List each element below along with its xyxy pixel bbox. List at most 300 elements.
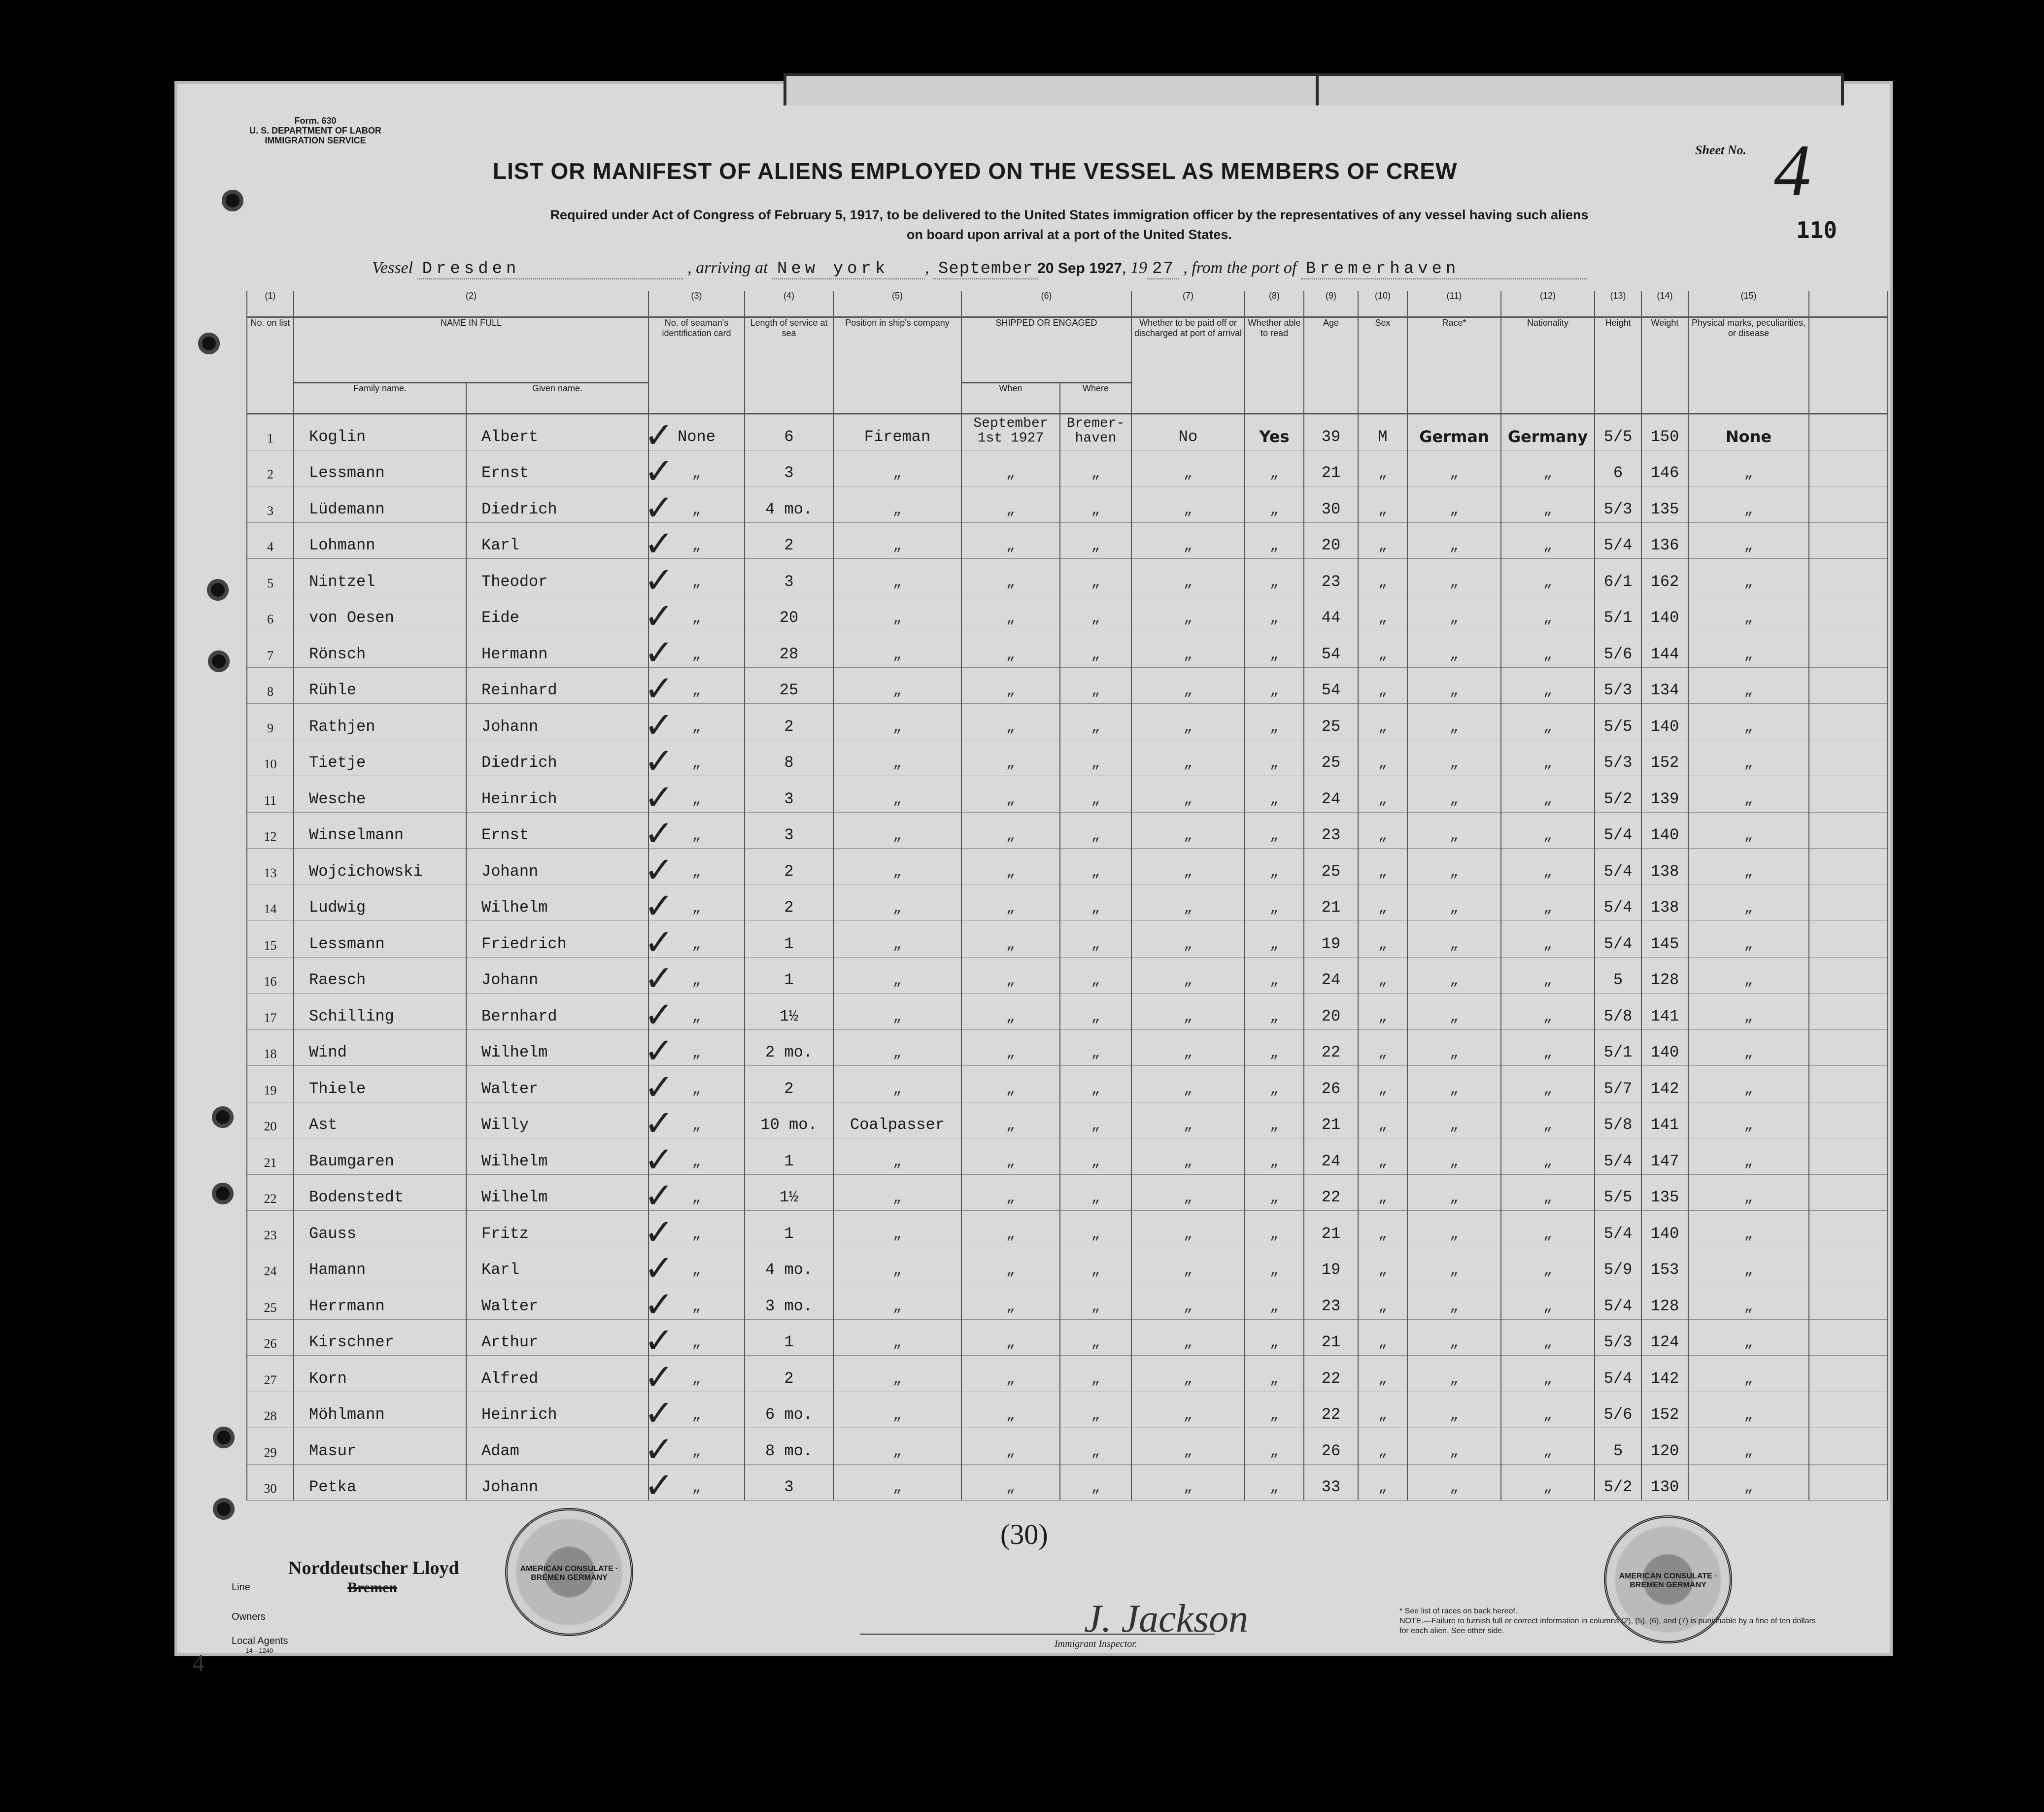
table-row	[247, 885, 1888, 921]
table-row	[247, 559, 1888, 595]
when-cell: „	[961, 667, 1060, 704]
line-city: Bremen	[347, 1579, 398, 1596]
family-cell: Gauss	[294, 1211, 466, 1247]
weight-cell: 120	[1641, 1428, 1688, 1465]
no-cell: 12	[247, 812, 294, 849]
nationality-cell: „	[1501, 595, 1595, 631]
when-cell: „	[961, 631, 1060, 668]
position-cell: „	[833, 1247, 961, 1283]
service-cell: 20	[745, 595, 833, 631]
where-cell: „	[1060, 1392, 1131, 1428]
when-cell: „	[961, 1174, 1060, 1211]
spare-cell	[1809, 704, 1888, 740]
family-cell: Rathjen	[294, 704, 466, 740]
given-cell: Arthur	[466, 1319, 648, 1356]
card-cell	[644, 559, 745, 601]
when-cell: „	[961, 957, 1060, 993]
age-cell: 21	[1304, 1211, 1358, 1247]
paid-cell: „	[1131, 1029, 1245, 1066]
checkmark-icon: ✓	[644, 450, 674, 492]
where-cell: „	[1060, 1464, 1131, 1501]
weight-cell: 138	[1641, 885, 1688, 921]
height-cell: 5/4	[1595, 1138, 1641, 1175]
family-cell: Lessmann	[294, 450, 466, 486]
arrival-port: New york	[772, 260, 925, 279]
position-cell: „	[833, 1029, 961, 1066]
checkmark-icon: ✓	[644, 1283, 674, 1325]
where-cell: „	[1060, 631, 1131, 668]
where-cell: „	[1060, 1029, 1131, 1066]
family-cell: Petka	[294, 1464, 466, 1501]
sex-cell: „	[1358, 704, 1407, 740]
card-cell	[644, 522, 745, 564]
where-cell: „	[1060, 740, 1131, 776]
cell-text: „	[692, 1370, 701, 1388]
spare-cell	[1809, 776, 1888, 813]
read-cell: Yes	[1245, 414, 1304, 450]
spare-cell	[1809, 1138, 1888, 1175]
punch-hole	[198, 333, 220, 354]
given-cell: Ernst	[466, 450, 648, 486]
header-family-name: Family name.	[294, 383, 466, 414]
paid-cell: „	[1131, 450, 1245, 486]
weight-cell: 140	[1641, 812, 1688, 849]
marks-cell: „	[1688, 812, 1809, 849]
nationality-cell: „	[1501, 559, 1595, 595]
card-cell	[644, 1138, 745, 1180]
age-cell: 20	[1304, 993, 1358, 1030]
nationality-cell: „	[1501, 1066, 1595, 1102]
table-row	[247, 1066, 1888, 1102]
crew-rows	[247, 414, 1888, 1506]
service-cell: 3 mo.	[745, 1283, 833, 1320]
where-cell: „	[1060, 1319, 1131, 1356]
table-row	[247, 1174, 1888, 1211]
given-cell: Walter	[466, 1066, 648, 1102]
table-row	[247, 1138, 1888, 1175]
where-cell: „	[1060, 1428, 1131, 1465]
marks-cell: „	[1688, 957, 1809, 993]
paid-cell: „	[1131, 1464, 1245, 1501]
checkmark-icon: ✓	[644, 885, 674, 926]
weight-cell: 130	[1641, 1464, 1688, 1501]
line-label: Line	[232, 1582, 250, 1593]
position-cell: „	[833, 1392, 961, 1428]
age-cell: 24	[1304, 776, 1358, 813]
position-cell: „	[833, 667, 961, 704]
marks-cell: „	[1688, 486, 1809, 523]
punch-hole	[222, 190, 243, 211]
height-cell: 5/5	[1595, 414, 1641, 450]
when-cell: „	[961, 849, 1060, 885]
cell-text: „	[692, 501, 701, 518]
checkmark-icon: ✓	[644, 849, 674, 890]
marks-cell: „	[1688, 450, 1809, 486]
checkmark-icon: ✓	[644, 1175, 674, 1216]
height-cell: 5/8	[1595, 1102, 1641, 1138]
cell-text: „	[692, 791, 701, 808]
nationality-cell: „	[1501, 1319, 1595, 1356]
paid-cell: „	[1131, 993, 1245, 1030]
paid-cell: „	[1131, 776, 1245, 813]
marks-cell: „	[1688, 1247, 1809, 1283]
nationality-cell: „	[1501, 921, 1595, 957]
position-cell: „	[833, 921, 961, 957]
table-row	[247, 1102, 1888, 1138]
spare-cell	[1809, 450, 1888, 486]
age-cell: 25	[1304, 704, 1358, 740]
card-cell	[644, 1174, 745, 1216]
service-cell: 6 mo.	[745, 1392, 833, 1428]
no-cell: 10	[247, 740, 294, 776]
age-cell: 24	[1304, 1138, 1358, 1175]
paid-cell: „	[1131, 1174, 1245, 1211]
checkmark-icon: ✓	[644, 1211, 674, 1253]
cell-text: „	[692, 1298, 701, 1315]
spare-cell	[1809, 849, 1888, 885]
age-cell: 44	[1304, 595, 1358, 631]
marks-cell: „	[1688, 1138, 1809, 1175]
col-num-1: (1)	[247, 291, 294, 317]
race-cell: „	[1407, 1066, 1501, 1102]
given-cell: Heinrich	[466, 1392, 648, 1428]
card-cell	[644, 450, 745, 492]
given-cell: Albert	[466, 414, 648, 450]
departure-port: Bremerhaven	[1301, 260, 1587, 279]
nationality-cell: „	[1501, 776, 1595, 813]
nationality-cell: „	[1501, 1174, 1595, 1211]
position-cell: „	[833, 486, 961, 523]
year-suffix: 27	[1147, 260, 1179, 279]
checkmark-icon: ✓	[644, 1428, 674, 1470]
card-cell	[644, 1247, 745, 1289]
marks-cell: „	[1688, 740, 1809, 776]
table-row	[247, 993, 1888, 1030]
service-cell: 28	[745, 631, 833, 668]
when-cell: „	[961, 885, 1060, 921]
no-cell: 23	[247, 1211, 294, 1247]
spare-cell	[1809, 1464, 1888, 1501]
header-sex: Sex	[1358, 317, 1407, 414]
service-cell: 2	[745, 885, 833, 921]
nationality-cell: „	[1501, 1102, 1595, 1138]
no-cell: 1	[247, 414, 294, 450]
col-num-7: (7)	[1131, 291, 1245, 317]
cell-text: „	[692, 1407, 701, 1424]
table-row	[247, 957, 1888, 993]
nationality-cell: „	[1501, 1211, 1595, 1247]
age-cell: 24	[1304, 957, 1358, 993]
given-cell: Alfred	[466, 1356, 648, 1392]
vessel-name: Dresden	[417, 260, 683, 279]
when-cell: „	[961, 1102, 1060, 1138]
card-cell	[644, 957, 745, 999]
given-cell: Johann	[466, 1464, 648, 1501]
race-cell: „	[1407, 631, 1501, 668]
col-num-9: (9)	[1304, 291, 1358, 317]
service-cell: 2 mo.	[745, 1029, 833, 1066]
family-cell: von Oesen	[294, 595, 466, 631]
header-paid-off: Whether to be paid off or discharged at port of arrival	[1131, 317, 1245, 414]
marks-cell: „	[1688, 704, 1809, 740]
paid-cell: „	[1131, 486, 1245, 523]
spare-cell	[1809, 595, 1888, 631]
family-cell: Masur	[294, 1428, 466, 1465]
manifest-sheet	[177, 84, 1890, 1653]
race-cell: „	[1407, 921, 1501, 957]
given-cell: Heinrich	[466, 776, 648, 813]
card-cell	[644, 993, 745, 1035]
nationality-cell: „	[1501, 1464, 1595, 1501]
given-cell: Fritz	[466, 1211, 648, 1247]
no-cell: 6	[247, 595, 294, 631]
page-subtitle	[389, 205, 1749, 244]
service-cell: 1	[745, 957, 833, 993]
spare-cell	[1809, 1211, 1888, 1247]
nationality-cell: „	[1501, 849, 1595, 885]
spare-cell	[1809, 486, 1888, 523]
marks-cell: „	[1688, 849, 1809, 885]
crew-count: (30)	[1000, 1518, 1048, 1550]
sex-cell: „	[1358, 812, 1407, 849]
card-cell	[644, 1392, 745, 1434]
given-cell: Walter	[466, 1283, 648, 1320]
where-cell: „	[1060, 486, 1131, 523]
card-cell	[644, 486, 745, 528]
card-cell	[644, 812, 745, 854]
marks-cell: „	[1688, 921, 1809, 957]
marks-cell: „	[1688, 885, 1809, 921]
no-cell: 29	[247, 1428, 294, 1465]
header-no-on-list: No. on list	[247, 317, 294, 414]
punch-hole	[208, 650, 230, 672]
race-cell: „	[1407, 522, 1501, 559]
family-cell: Rönsch	[294, 631, 466, 668]
sex-cell: „	[1358, 885, 1407, 921]
spare-cell	[1809, 740, 1888, 776]
when-cell: „	[961, 1464, 1060, 1501]
weight-cell: 136	[1641, 522, 1688, 559]
punch-hole	[212, 1183, 234, 1204]
spare-cell	[1809, 993, 1888, 1030]
weight-cell: 134	[1641, 667, 1688, 704]
age-cell: 54	[1304, 667, 1358, 704]
header-given-name: Given name.	[466, 383, 648, 414]
when-cell: „	[961, 595, 1060, 631]
family-cell: Winselmann	[294, 812, 466, 849]
service-cell: 2	[745, 849, 833, 885]
given-cell: Hermann	[466, 631, 648, 668]
weight-cell: 124	[1641, 1319, 1688, 1356]
checkmark-icon: ✓	[644, 595, 674, 637]
table-row	[247, 1392, 1888, 1428]
age-cell: 21	[1304, 1319, 1358, 1356]
sex-cell: „	[1358, 1319, 1407, 1356]
table-row	[247, 1211, 1888, 1247]
checkmark-icon: ✓	[644, 921, 674, 963]
sex-cell: „	[1358, 559, 1407, 595]
subtitle-line: Required under Act of Congress of February 5, 1917, to be delivered to the United States immigration officer by the representatives of any vessel having such aliens	[550, 207, 1589, 222]
read-cell: „	[1245, 1102, 1304, 1138]
weight-cell: 135	[1641, 1174, 1688, 1211]
table-row	[247, 812, 1888, 849]
family-cell: Kirschner	[294, 1319, 466, 1356]
no-cell: 15	[247, 921, 294, 957]
marks-cell: None	[1688, 414, 1809, 450]
position-cell: „	[833, 849, 961, 885]
when-cell: „	[961, 450, 1060, 486]
weight-cell: 146	[1641, 450, 1688, 486]
when-cell: „	[961, 993, 1060, 1030]
paid-cell: „	[1131, 1283, 1245, 1320]
race-cell: „	[1407, 885, 1501, 921]
position-cell: „	[833, 812, 961, 849]
when-cell: „	[961, 522, 1060, 559]
nationality-cell: „	[1501, 486, 1595, 523]
given-cell: Theodor	[466, 559, 648, 595]
given-cell: Wilhelm	[466, 1029, 648, 1066]
table-row	[247, 1428, 1888, 1465]
when-cell: „	[961, 1029, 1060, 1066]
card-cell	[644, 1464, 745, 1506]
card-cell	[644, 740, 745, 782]
no-cell: 25	[247, 1283, 294, 1320]
cell-text: „	[692, 1117, 701, 1134]
age-cell: 23	[1304, 812, 1358, 849]
sex-cell: „	[1358, 631, 1407, 668]
spare-cell	[1809, 1392, 1888, 1428]
paid-cell: „	[1131, 849, 1245, 885]
checkmark-icon: ✓	[644, 1320, 674, 1361]
where-cell: „	[1060, 595, 1131, 631]
given-cell: Bernhard	[466, 993, 648, 1030]
position-cell: Fireman	[833, 414, 961, 450]
no-cell: 20	[247, 1102, 294, 1138]
given-cell: Johann	[466, 704, 648, 740]
card-cell	[644, 1283, 745, 1325]
header-nationality: Nationality	[1501, 317, 1595, 414]
cell-text: „	[692, 683, 701, 699]
no-cell: 26	[247, 1319, 294, 1356]
where-cell: „	[1060, 1174, 1131, 1211]
height-cell: 5/7	[1595, 1066, 1641, 1102]
cell-text: „	[692, 610, 701, 627]
height-cell: 5/4	[1595, 812, 1641, 849]
service-cell: 4 mo.	[745, 1247, 833, 1283]
nationality-cell: „	[1501, 993, 1595, 1030]
checkmark-icon: ✓	[644, 1066, 674, 1108]
checkmark-icon: ✓	[644, 486, 674, 528]
given-cell: Johann	[466, 957, 648, 993]
family-cell: Bodenstedt	[294, 1174, 466, 1211]
when-cell: „	[961, 1247, 1060, 1283]
marks-cell: „	[1688, 1428, 1809, 1465]
service-cell: 3	[745, 450, 833, 486]
position-cell: „	[833, 993, 961, 1030]
family-cell: Wesche	[294, 776, 466, 813]
paid-cell: „	[1131, 740, 1245, 776]
spare-cell	[1809, 414, 1888, 450]
no-cell: 22	[247, 1174, 294, 1211]
checkmark-icon: ✓	[644, 1465, 674, 1506]
cell-text: „	[692, 1045, 701, 1061]
position-cell: „	[833, 595, 961, 631]
no-cell: 16	[247, 957, 294, 993]
where-cell: „	[1060, 1066, 1131, 1102]
where-cell: „	[1060, 1356, 1131, 1392]
given-cell: Ernst	[466, 812, 648, 849]
family-cell: Ast	[294, 1102, 466, 1138]
card-cell	[644, 1211, 745, 1253]
when-cell: „	[961, 1283, 1060, 1320]
height-cell: 5/4	[1595, 921, 1641, 957]
card-cell	[644, 921, 745, 963]
sex-cell: „	[1358, 1283, 1407, 1320]
table-row	[247, 414, 1888, 450]
sex-cell: „	[1358, 1102, 1407, 1138]
line-company: Norddeutscher Lloyd	[288, 1558, 459, 1578]
sex-cell: M	[1358, 414, 1407, 450]
age-cell: 26	[1304, 1066, 1358, 1102]
age-cell: 26	[1304, 1428, 1358, 1465]
race-cell: „	[1407, 704, 1501, 740]
table-row	[247, 1319, 1888, 1356]
paid-cell: „	[1131, 595, 1245, 631]
sex-cell: „	[1358, 450, 1407, 486]
sex-cell: „	[1358, 1138, 1407, 1175]
height-cell: 5/2	[1595, 1464, 1641, 1501]
service-cell: 3	[745, 1464, 833, 1501]
position-cell: „	[833, 1428, 961, 1465]
cell-text: „	[692, 1262, 701, 1279]
cell-text: „	[692, 827, 701, 844]
marks-cell: „	[1688, 631, 1809, 668]
read-cell: „	[1245, 522, 1304, 559]
service-cell: 6	[745, 414, 833, 450]
sex-cell: „	[1358, 595, 1407, 631]
card-cell	[644, 1319, 745, 1361]
read-cell: „	[1245, 993, 1304, 1030]
paid-cell: „	[1131, 631, 1245, 668]
table-row	[247, 921, 1888, 957]
family-cell: Ludwig	[294, 885, 466, 921]
nationality-cell: Germany	[1501, 414, 1595, 450]
paid-cell: „	[1131, 1066, 1245, 1102]
card-cell	[644, 1102, 745, 1144]
height-cell: 5	[1595, 957, 1641, 993]
checkmark-icon: ✓	[644, 523, 674, 564]
sex-cell: „	[1358, 486, 1407, 523]
sex-cell: „	[1358, 1174, 1407, 1211]
service-cell: 3	[745, 559, 833, 595]
col-num-8: (8)	[1245, 291, 1304, 317]
table-row	[247, 849, 1888, 885]
weight-cell: 140	[1641, 1211, 1688, 1247]
service-cell: 2	[745, 522, 833, 559]
weight-cell: 150	[1641, 414, 1688, 450]
race-cell: „	[1407, 993, 1501, 1030]
race-cell: „	[1407, 957, 1501, 993]
spare-cell	[1809, 1174, 1888, 1211]
read-cell: „	[1245, 1247, 1304, 1283]
form-number: Form. 630	[294, 116, 337, 126]
card-cell	[644, 1066, 745, 1108]
owners-label: Owners	[232, 1611, 266, 1622]
no-cell: 4	[247, 522, 294, 559]
marks-cell: „	[1688, 1102, 1809, 1138]
height-cell: 5/5	[1595, 1174, 1641, 1211]
weight-cell: 141	[1641, 993, 1688, 1030]
